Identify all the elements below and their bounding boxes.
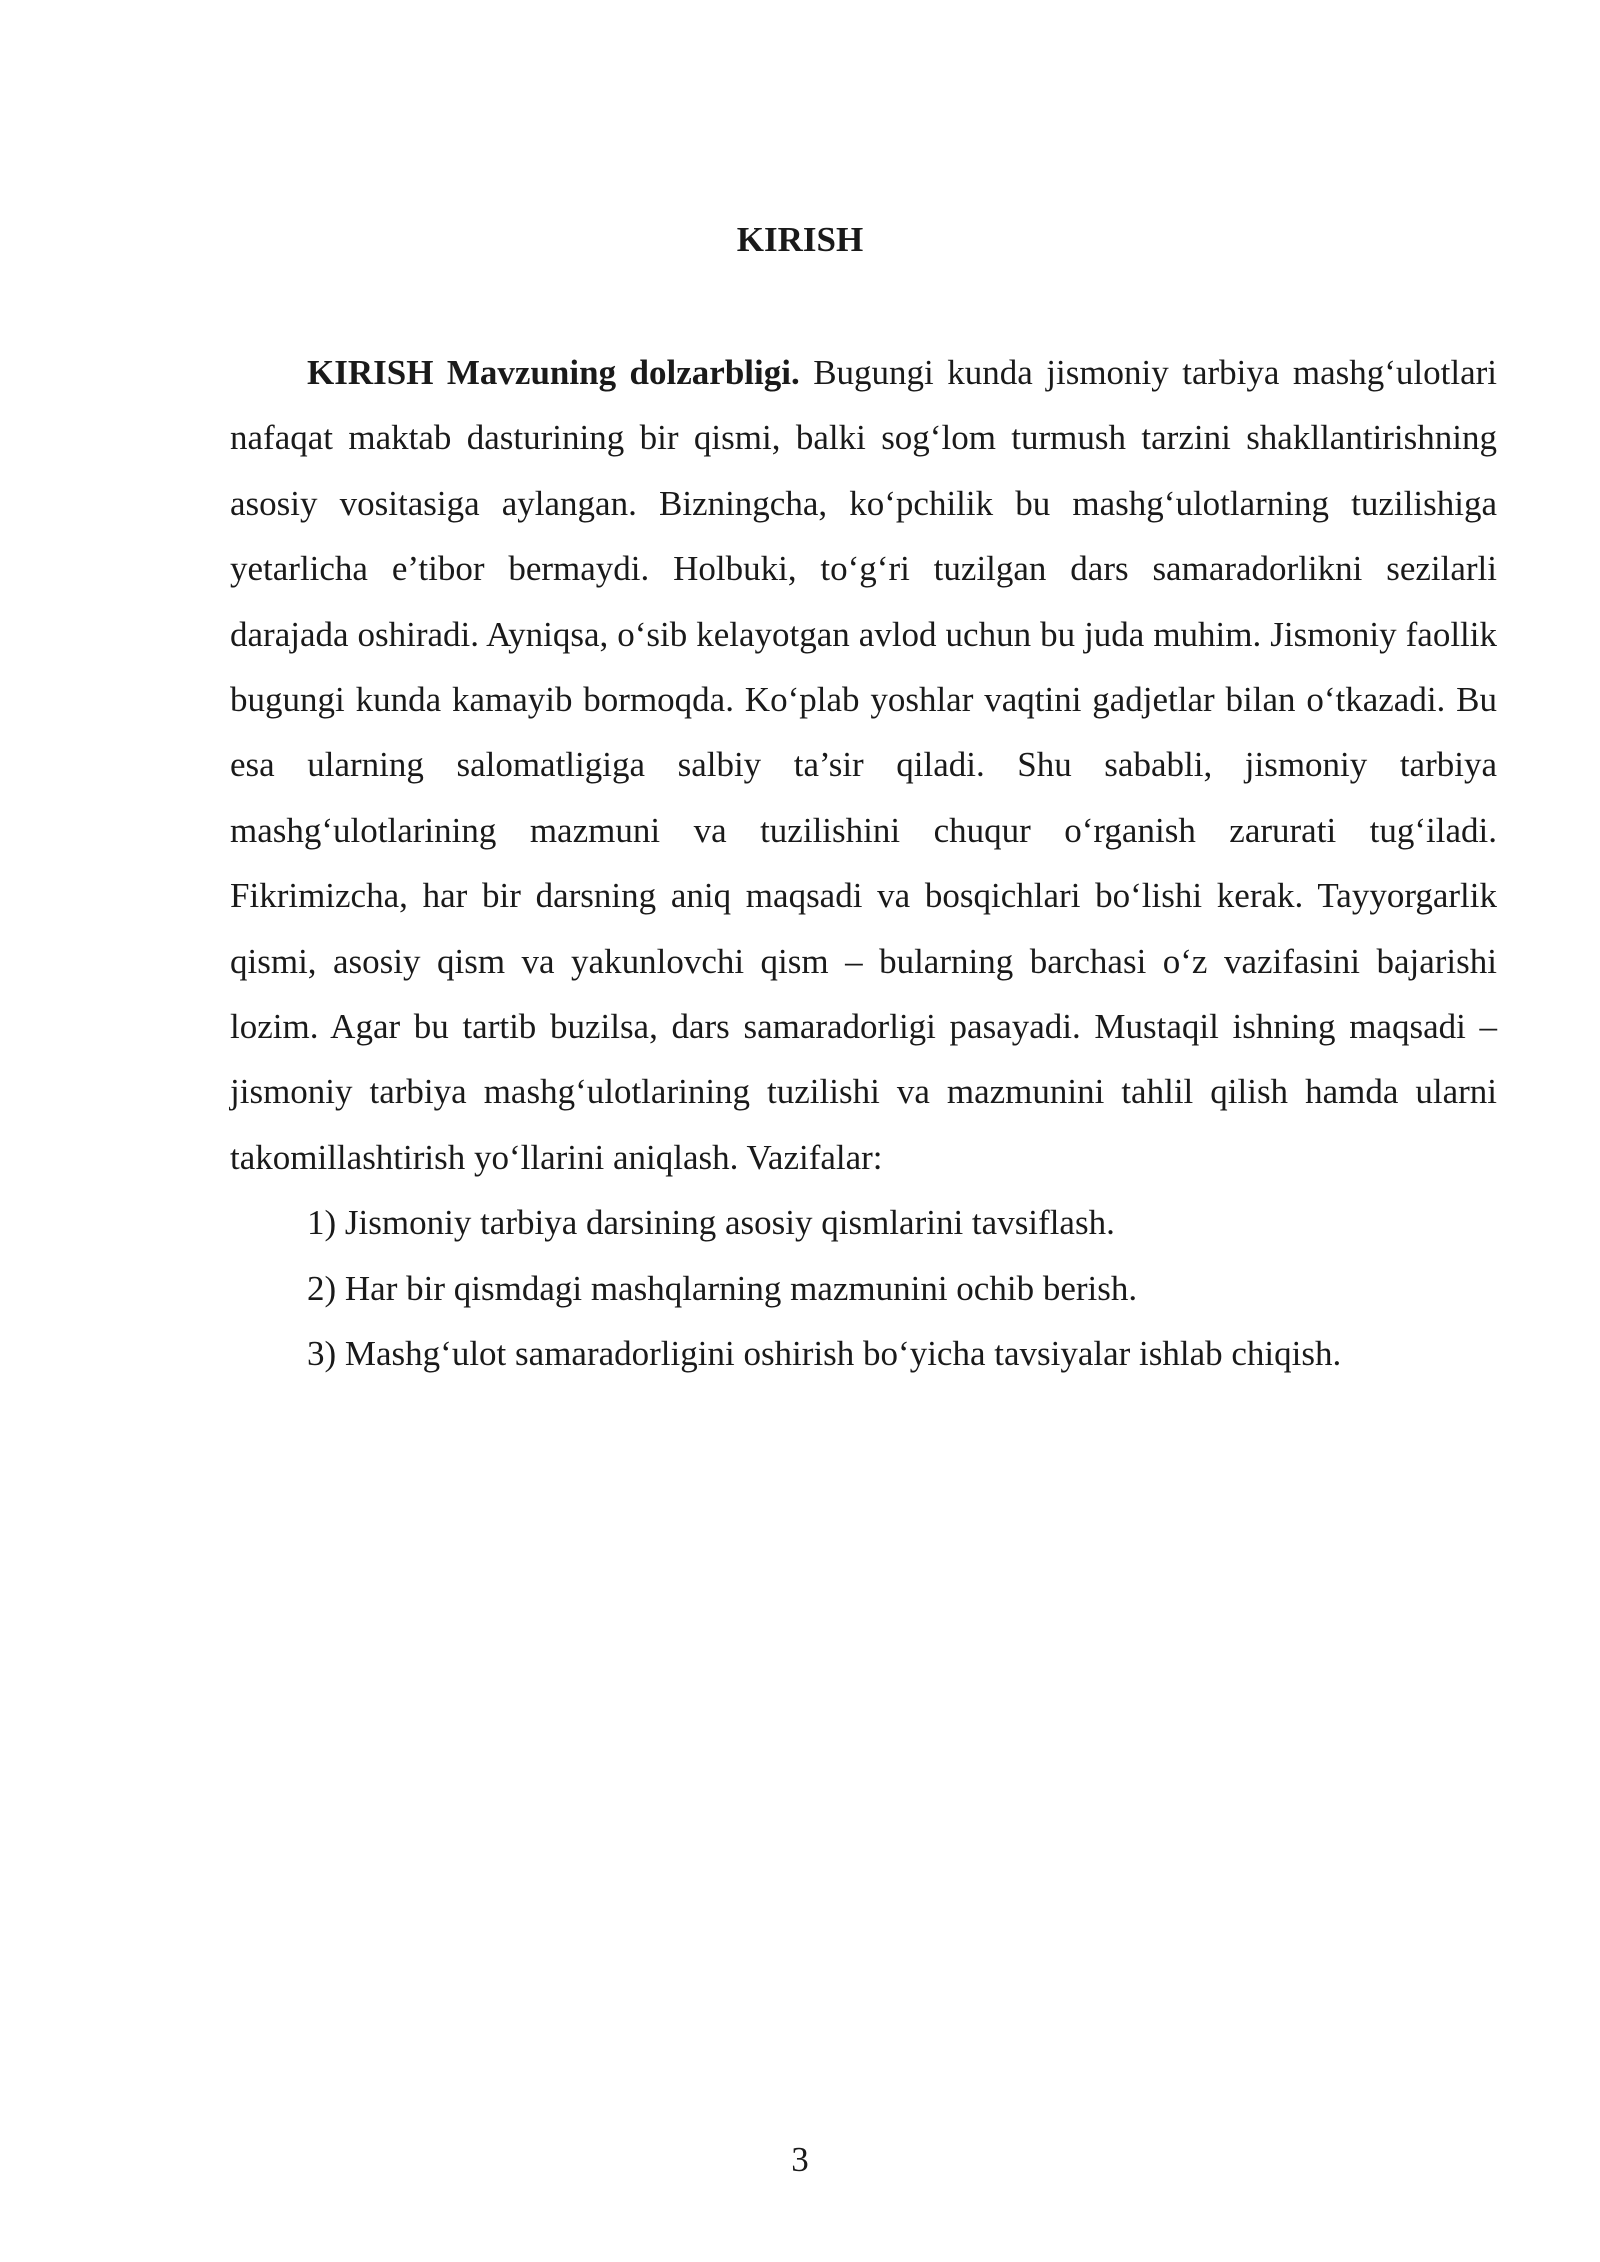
intro-lead: KIRISH Mavzuning dolzarbligi. bbox=[307, 353, 800, 392]
task-item: 2) Har bir qismdagi mashqlarning mazmunini ochib berish. bbox=[307, 1268, 1138, 1308]
task-item: 3) Mashg‘ulot samaradorligini oshirish bo‘yicha tavsiyalar ishlab chiqish. bbox=[307, 1334, 1342, 1374]
body-text bbox=[230, 340, 1497, 1387]
intro-paragraph bbox=[230, 340, 1497, 1190]
task-item: 1) Jismoniy tarbiya darsining asosiy qismlarini tavsiflash. bbox=[307, 1203, 1115, 1243]
page-number: 3 bbox=[791, 2140, 809, 2179]
intro-body: Bugungi kunda jismoniy tarbiya mashg‘ulotlari nafaqat maktab dasturining bir qismi, balki sog‘lom turmush tarzini shakllantirishning asosiy vositasiga aylangan. Bizningcha, ko‘pchilik bu mashg‘ulotlarning tuzilishiga yetarlicha e’tibor bermaydi. Holbuki, to‘g‘ri tuzilgan dars samaradorlikni sezilarli darajada oshiradi. Ayniqsa, o‘sib kelayotgan avlod uchun bu juda muhim. Jismoniy faollik bugungi kunda kamayib bormoqda. Ko‘plab yoshlar vaqtini gadjetlar bilan o‘tkazadi. Bu esa ularning salomatligiga salbiy ta’sir qiladi. Shu sababli, jismoniy tarbiya mashg‘ulotlarining mazmuni va tuzilishini chuqur o‘rganish zarurati tug‘iladi. Fikrimizcha, har bir darsning aniq maqsadi va bosqichlari bo‘lishi kerak. Tayyorgarlik qismi, asosiy qism va yakunlovchi qism – bularning barchasi o‘z vazifasini bajarishi lozim. Agar bu tartib buzilsa, dars samaradorligi pasayadi. Mustaqil ishning maqsadi – jismoniy tarbiya mashg‘ulotlarining tuzilishi va mazmunini tahlil qilish hamda ularni takomillashtirish yo‘llarini aniqlash. Vazifalar: bbox=[230, 353, 1498, 1177]
page-title: KIRISH bbox=[736, 220, 864, 259]
